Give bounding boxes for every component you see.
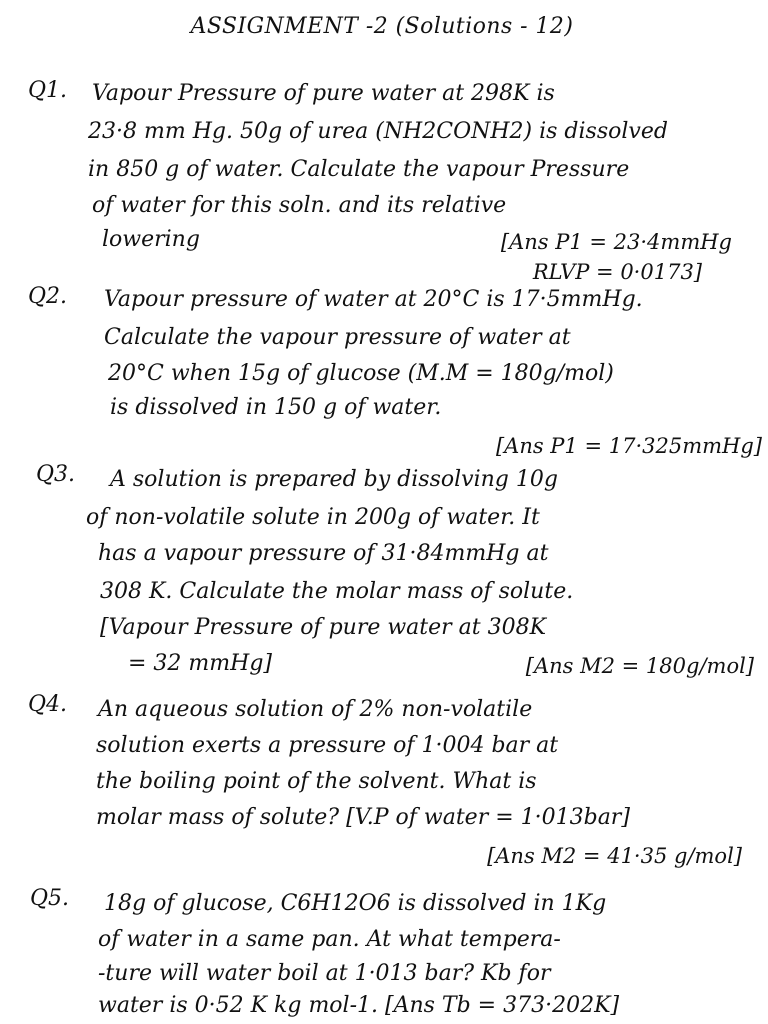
question-line: 308 K. Calculate the molar mass of solute.: [100, 579, 574, 604]
answer-line: [Ans M2 = 180g/mol]: [525, 654, 754, 678]
question-number: Q3.: [36, 462, 76, 487]
question-line: of water for this soln. and its relative: [92, 193, 507, 218]
question-line: solution exerts a pressure of 1·004 bar at: [96, 733, 559, 758]
question-line: lowering: [102, 227, 200, 252]
question-line: 18g of glucose, C6H12O6 is dissolved in 1Kg: [104, 891, 607, 916]
question-line: A solution is prepared by dissolving 10g: [110, 467, 558, 492]
question-line: molar mass of solute? [V.P of water = 1·013bar]: [96, 805, 630, 830]
question-line: An aqueous solution of 2% non-volatile: [98, 697, 533, 722]
question-number: Q4.: [28, 692, 68, 717]
question-line: of water in a same pan. At what tempera-: [98, 927, 561, 952]
question-line: Vapour Pressure of pure water at 298K is: [92, 81, 555, 106]
question-line: has a vapour pressure of 31·84mmHg at: [98, 541, 549, 566]
question-line: = 32 mmHg]: [128, 651, 272, 676]
question-line: [Vapour Pressure of pure water at 308K: [100, 615, 547, 640]
question-line: of non-volatile solute in 200g of water. It: [86, 505, 540, 530]
answer-line: [Ans M2 = 41·35 g/mol]: [487, 844, 742, 868]
question-line: is dissolved in 150 g of water.: [110, 395, 442, 420]
question-number: Q1.: [28, 78, 68, 103]
question-line: -ture will water boil at 1·013 bar? Kb for: [98, 961, 551, 986]
answer-line: [Ans P1 = 17·325mmHg]: [495, 434, 762, 458]
question-line: Calculate the vapour pressure of water at: [104, 325, 571, 350]
question-line: in 850 g of water. Calculate the vapour Pressure: [88, 157, 630, 182]
question-line: 20°C when 15g of glucose (M.M = 180g/mol): [108, 361, 614, 386]
question-line: 23·8 mm Hg. 50g of urea (NH2CONH2) is dissolved: [88, 119, 668, 144]
question-line: the boiling point of the solvent. What is: [96, 769, 537, 794]
page-title: ASSIGNMENT -2 (Solutions - 12): [190, 14, 574, 39]
answer-line: RLVP = 0·0173]: [532, 260, 702, 284]
question-line: Vapour pressure of water at 20°C is 17·5mmHg.: [104, 287, 643, 312]
answer-line: [Ans P1 = 23·4mmHg: [500, 230, 732, 254]
question-number: Q5.: [30, 886, 70, 911]
question-line: water is 0·52 K kg mol-1. [Ans Tb = 373·202K]: [98, 993, 620, 1018]
question-number: Q2.: [28, 284, 68, 309]
